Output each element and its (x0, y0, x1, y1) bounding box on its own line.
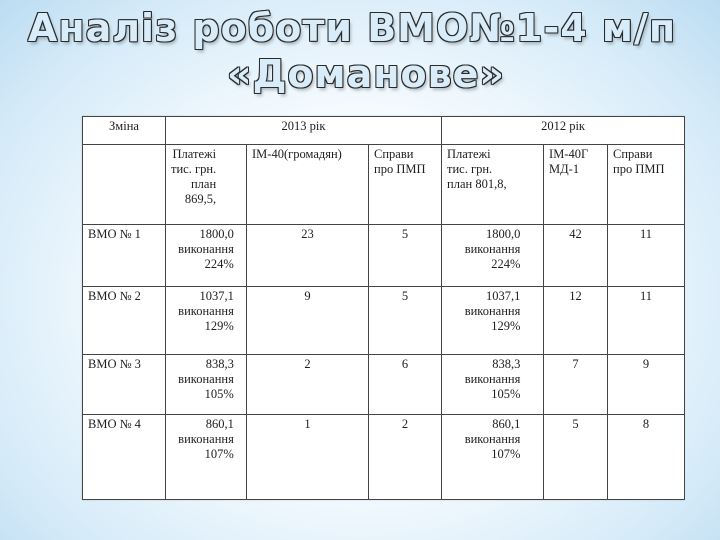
subheader-im40-2013: ІМ-40(громадян) (247, 145, 369, 225)
payments-2013-value: 860,1 виконання 107% (178, 417, 234, 461)
cases-2012: 9 (608, 355, 685, 415)
payments-2013 (166, 415, 247, 500)
cases-2013: 5 (369, 287, 442, 355)
im40-2013: 1 (247, 415, 369, 500)
payments-2012-value: 1800,0 виконання 224% (464, 227, 521, 271)
subheader-empty (83, 145, 166, 225)
im40-2012: 42 (544, 225, 608, 287)
header-shift: Зміна (83, 117, 166, 145)
table-row (83, 355, 685, 415)
subheader-payments-2012: Платежі тис. грн. план 801,8, (442, 145, 544, 225)
row-label: ВМО № 3 (83, 355, 166, 415)
row-label: ВМО № 2 (83, 287, 166, 355)
payments-2013-value: 838,3 виконання 105% (178, 357, 234, 401)
payments-2012 (442, 355, 544, 415)
cases-2013: 2 (369, 415, 442, 500)
im40-2013: 9 (247, 287, 369, 355)
table-header-row (83, 117, 685, 145)
table-row (83, 287, 685, 355)
row-label: ВМО № 4 (83, 415, 166, 500)
subheader-im40-2012: ІМ-40Г МД-1 (544, 145, 608, 225)
im40-2012: 7 (544, 355, 608, 415)
table-row (83, 225, 685, 287)
subheader-cell (166, 145, 247, 225)
slide-title-line2: «Доманове» (227, 52, 505, 96)
payments-2012 (442, 415, 544, 500)
payments-2012-value: 838,3 виконання 105% (464, 357, 521, 401)
cases-2013: 6 (369, 355, 442, 415)
im40-2013: 2 (247, 355, 369, 415)
im40-2013: 23 (247, 225, 369, 287)
header-year-2013: 2013 рік (166, 117, 442, 145)
payments-2013-value: 1800,0 виконання 224% (178, 227, 234, 271)
payments-2013 (166, 355, 247, 415)
cases-2012: 8 (608, 415, 685, 500)
payments-2012 (442, 287, 544, 355)
table-sheet (82, 116, 684, 500)
cases-2012: 11 (608, 225, 685, 287)
payments-2012-value: 860,1 виконання 107% (464, 417, 521, 461)
payments-2013 (166, 225, 247, 287)
payments-2013 (166, 287, 247, 355)
subheader-cases-2012: Справи про ПМП (608, 145, 685, 225)
table-subheader-row (83, 145, 685, 225)
table-row (83, 415, 685, 500)
row-label: ВМО № 1 (83, 225, 166, 287)
slide-title-line1: Аналіз роботи ВМО№1-4 м/п (27, 6, 677, 50)
payments-2012 (442, 225, 544, 287)
header-year-2012: 2012 рік (442, 117, 685, 145)
subheader-payments-2013: Платежі тис. грн. план 869,5, (171, 147, 217, 206)
subheader-cases-2013: Справи про ПМП (369, 145, 442, 225)
payments-2013-value: 1037,1 виконання 129% (178, 289, 234, 333)
work-analysis-table (82, 116, 685, 500)
cases-2012: 11 (608, 287, 685, 355)
cases-2013: 5 (369, 225, 442, 287)
payments-2012-value: 1037,1 виконання 129% (464, 289, 521, 333)
im40-2012: 5 (544, 415, 608, 500)
im40-2012: 12 (544, 287, 608, 355)
